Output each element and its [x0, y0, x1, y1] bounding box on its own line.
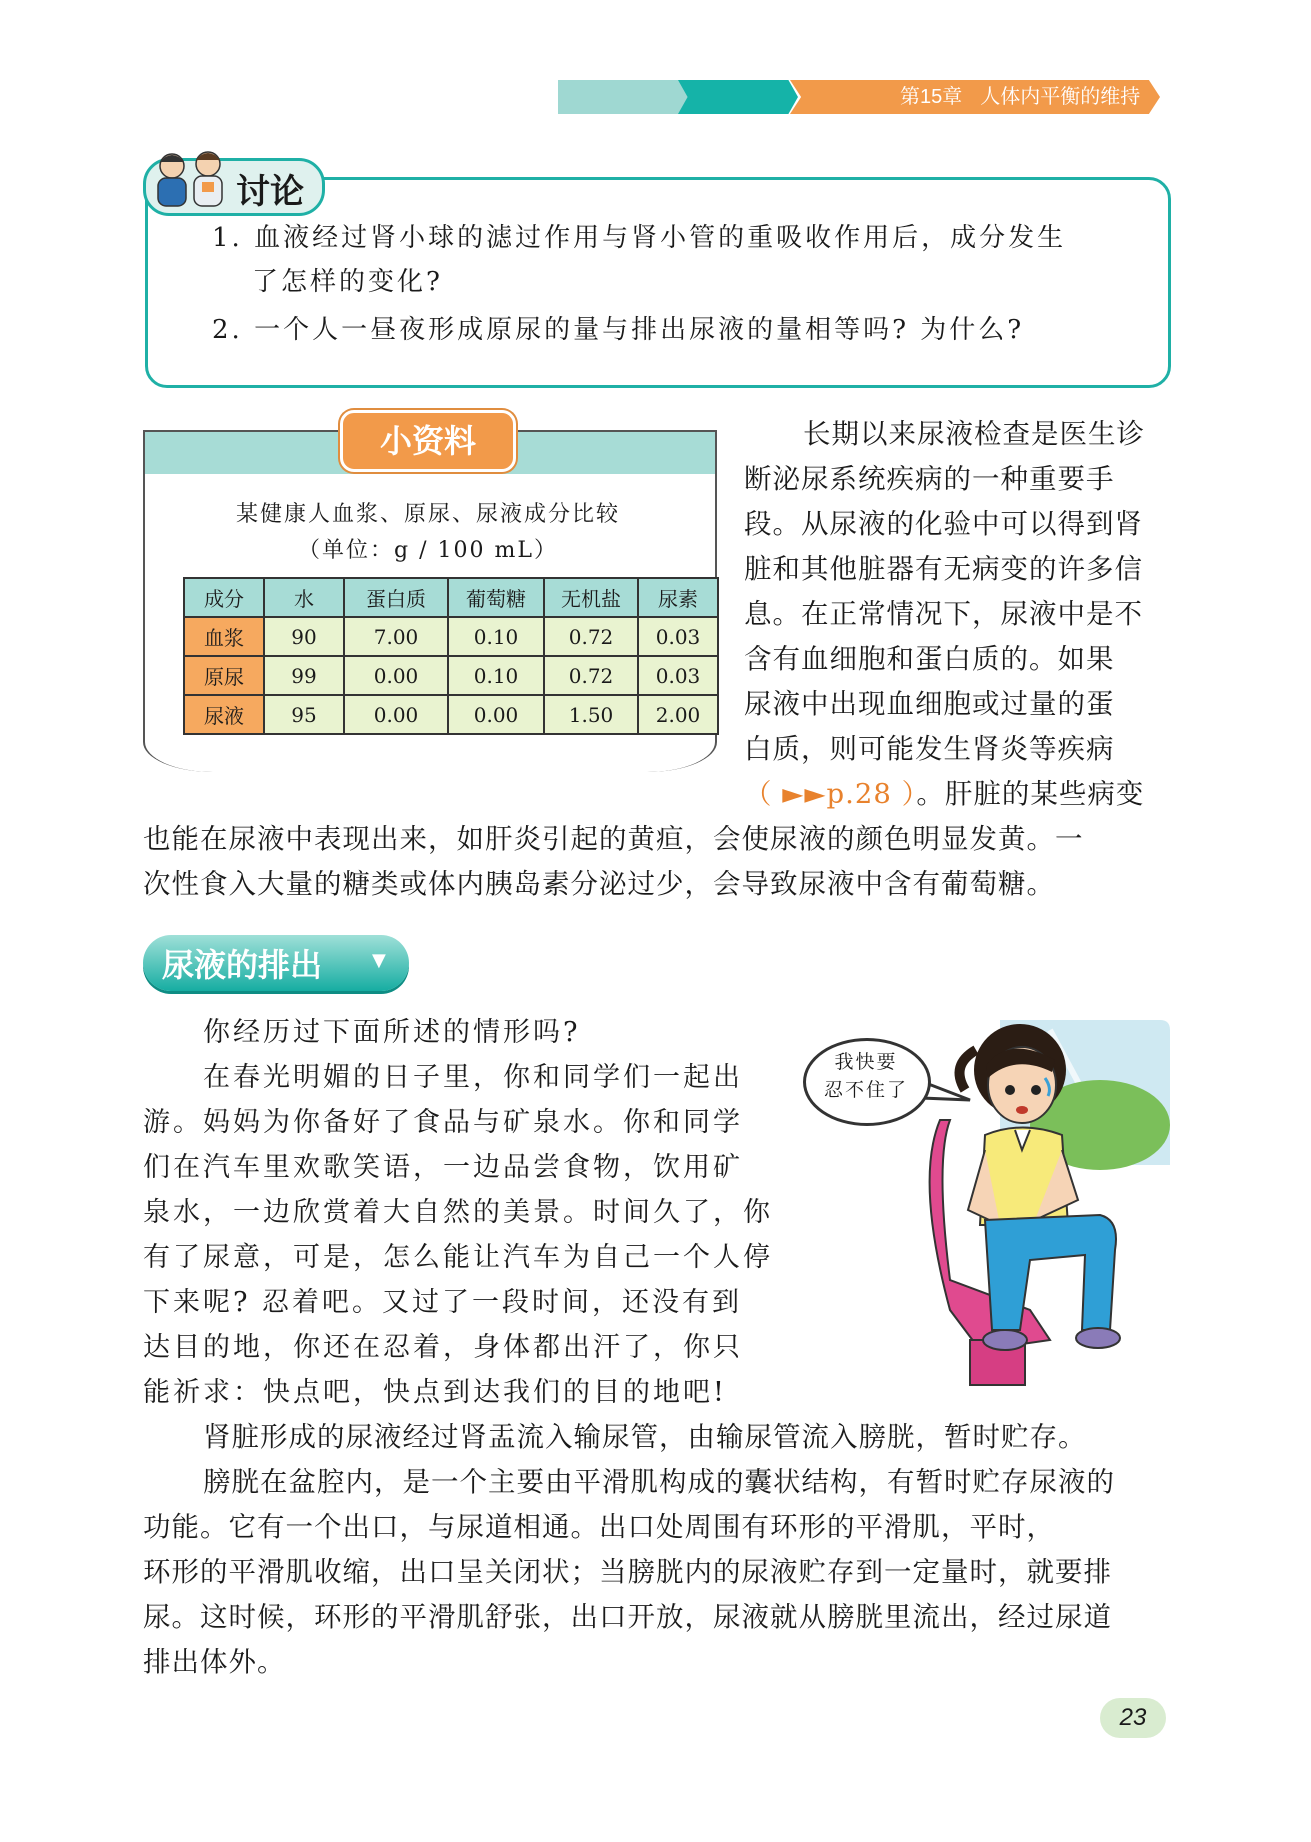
side-text-line-with-link	[744, 772, 1144, 817]
column-header: 葡萄糖	[448, 578, 544, 617]
chapter-title: 人体内平衡的维持	[980, 86, 1141, 108]
story-line: 游。妈妈为你备好了食品与矿泉水。你和同学	[143, 1107, 743, 1138]
story-line: 达目的地，你还在忍着，身体都出汗了，你只	[143, 1332, 743, 1363]
table-cell: 0.10	[448, 656, 544, 695]
row-header: 尿液	[184, 695, 264, 734]
table-cell: 99	[264, 656, 344, 695]
data-panel-label: 小资料	[340, 410, 516, 472]
body-line: 膀胱在盆腔内，是一个主要由平滑肌构成的囊状结构，有暂时贮存尿液的	[203, 1466, 1115, 1498]
table-cell: 0.10	[448, 617, 544, 656]
question-2: 2. 一个人一昼夜形成原尿的量与排出尿液的量相等吗? 为什么?	[212, 315, 1025, 345]
table-cell: 2.00	[638, 695, 718, 734]
table-cell: 90	[264, 617, 344, 656]
story-line: 们在汽车里欢歌笑语，一边品尝食物，饮用矿	[143, 1152, 743, 1183]
side-text-line: 脏和其他脏器有无病变的许多信	[744, 553, 1143, 585]
column-header: 蛋白质	[344, 578, 448, 617]
page-reference-link[interactable]: （ ►►p.28 ）	[744, 778, 917, 810]
side-text-line: 息。在正常情况下，尿液中是不	[744, 598, 1143, 630]
side-text-line: 含有血细胞和蛋白质的。如果	[744, 643, 1115, 675]
story-line: 泉水，一边欣赏着大自然的美景。时间久了，你	[143, 1197, 773, 1228]
table-cell: 0.03	[638, 617, 718, 656]
story-line: 在春光明媚的日子里，你和同学们一起出	[203, 1062, 743, 1093]
side-text-line: 长期以来尿液检查是医生诊	[803, 418, 1145, 450]
question-1-line-2: 了怎样的变化?	[252, 267, 443, 297]
header-band-teal	[678, 80, 798, 114]
table-cell: 0.00	[448, 695, 544, 734]
body-line: 排出体外。	[143, 1646, 286, 1678]
column-header: 无机盐	[544, 578, 638, 617]
side-text-line: 尿液中出现血细胞或过量的蛋	[744, 688, 1115, 720]
body-line: 环形的平滑肌收缩，出口呈关闭状；当膀胱内的尿液贮存到一定量时，就要排	[143, 1556, 1112, 1588]
side-text-line: 断泌尿系统疾病的一种重要手	[744, 463, 1115, 495]
body-line: 尿。这时候，环形的平滑肌舒张，出口开放，尿液就从膀胱里流出，经过尿道	[143, 1601, 1112, 1633]
table-row	[184, 695, 718, 734]
question-1-line-1: 1. 血液经过肾小球的滤过作用与肾小管的重吸收作用后，成分发生	[212, 223, 1067, 253]
table-cell: 0.00	[344, 656, 448, 695]
section-title: 尿液的排出	[162, 947, 323, 983]
table-title: 某健康人血浆、原尿、尿液成分比较	[235, 502, 620, 527]
side-text-line: 白质，则可能发生肾炎等疾病	[744, 733, 1115, 765]
page-number: 23	[1100, 1698, 1166, 1738]
table-cell: 0.03	[638, 656, 718, 695]
column-header: 水	[264, 578, 344, 617]
story-line: 下来呢? 忍着吧。又过了一段时间，还没有到	[143, 1287, 743, 1318]
speech-line-1: 我快要	[834, 1051, 898, 1073]
table-cell: 0.00	[344, 695, 448, 734]
side-text-line: 段。从尿液的化验中可以得到肾	[744, 508, 1143, 540]
triangle-down-icon: ▼	[372, 950, 386, 971]
chapter-header	[900, 80, 1158, 114]
table-cell: 0.72	[544, 656, 638, 695]
story-line: 能祈求：快点吧，快点到达我们的目的地吧!	[143, 1377, 727, 1408]
column-header: 成分	[184, 578, 264, 617]
table-cell: 0.72	[544, 617, 638, 656]
side-text-continuation: 。肝脏的某些病变	[916, 778, 1145, 810]
full-text-line: 次性食入大量的糖类或体内胰岛素分泌过少，会导致尿液中含有葡萄糖。	[143, 868, 1055, 900]
header-band-light	[558, 80, 688, 114]
speech-line-2: 忍不住了	[823, 1079, 908, 1101]
composition-table	[183, 577, 719, 735]
row-header: 原尿	[184, 656, 264, 695]
body-line: 肾脏形成的尿液经过肾盂流入输尿管，由输尿管流入膀胱，暂时贮存。	[203, 1421, 1087, 1453]
body-line: 功能。它有一个出口，与尿道相通。出口处周围有环形的平滑肌，平时，	[143, 1511, 1055, 1543]
chapter-number: 第15章	[900, 86, 963, 108]
full-text-line: 也能在尿液中表现出来，如肝炎引起的黄疸，会使尿液的颜色明显发黄。一	[143, 823, 1084, 855]
speech-bubble-text	[810, 1048, 922, 1104]
row-header: 血浆	[184, 617, 264, 656]
story-line: 你经历过下面所述的情形吗?	[203, 1017, 581, 1048]
table-cell: 7.00	[344, 617, 448, 656]
table-unit: （单位：g / 100 mL）	[298, 538, 558, 563]
table-cell: 1.50	[544, 695, 638, 734]
table-header-row	[184, 578, 718, 617]
table-cell: 95	[264, 695, 344, 734]
table-row	[184, 656, 718, 695]
story-line: 有了尿意，可是，怎么能让汽车为自己一个人停	[143, 1242, 773, 1273]
discussion-label: 讨论	[236, 173, 304, 211]
table-row	[184, 617, 718, 656]
students-icon	[150, 148, 232, 210]
column-header: 尿素	[638, 578, 718, 617]
